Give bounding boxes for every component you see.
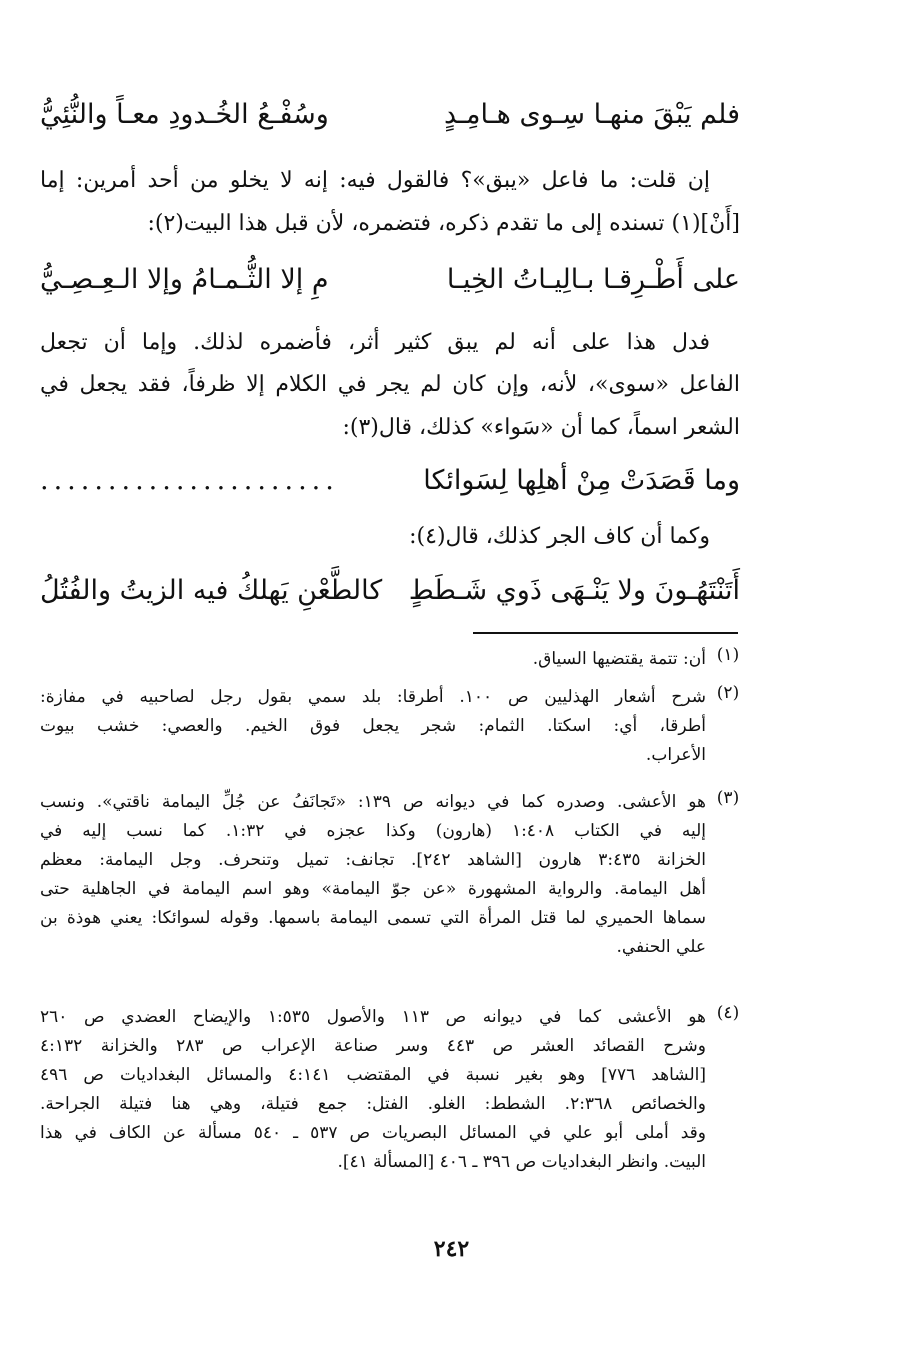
footnote-4-line-1: هو الأعشى كما في ديوانه ص ١١٣ والأصول ١:٥٣٥ والإيضاح العضدي ص ٢٦٠ — [40, 1007, 707, 1027]
verse-3-omitted-hemistich: ...................... — [40, 464, 339, 496]
paragraph-2-line-1: فدل هذا على أنه لم يبق كثير أثر، فأضمره لذلك. وإما أن تجعل — [40, 330, 710, 355]
verse-line-2 — [40, 255, 740, 303]
footnote-2-line-1: شرح أشعار الهذليين ص ١٠٠. أطرقا: بلد سمي بقول رجل لصاحبيه في مفازة: — [40, 687, 706, 707]
footnote-3-line-4: أهل اليمامة. والرواية المشهورة «عن جوّ اليمامة» وهو اسم اليمامة في الجاهلية حتى — [40, 879, 706, 899]
footnote-2-number: (٢) — [716, 683, 740, 703]
verse-2-second-hemistich: مِ إلا الثُّـمـامُ وإلا الـعِـصِـيُّ — [40, 263, 329, 295]
footnote-2 — [40, 683, 740, 770]
verse-4-second-hemistich: كالطَّعْنِ يَهلكُ فيه الزيتُ والفُتُلُ — [40, 574, 383, 606]
footnote-3 — [40, 788, 740, 962]
paragraph-1-line-1: إن قلت: ما فاعل «يبق»؟ فالقول فيه: إنه لا يخلو من أحد أمرين: إما — [40, 168, 710, 193]
footnote-4-line-5: وقد أملى أبو علي في المسائل البصريات ص ٥٣٧ ـ ٥٤٠ مسألة عن الكاف في هذا — [40, 1123, 706, 1143]
footnote-4-line-6: البيت. وانظر البغداديات ص ٣٩٦ ـ ٤٠٦ [المسألة ٤١]. — [337, 1152, 706, 1172]
footnote-4 — [40, 1003, 740, 1177]
footnote-4-line-3: [الشاهد ٧٧٦] وهو بغير نسبة في المقتضب ٤:١٤١ والمسائل البغداديات ص ٤٩٦ — [40, 1065, 706, 1085]
footnote-2-line-3: الأعراب. — [645, 745, 706, 765]
verse-1-first-hemistich: فلم يَبْقَ منهـا سِـوى هـامِـدٍ — [443, 98, 740, 130]
paragraph-2-line-3: الشعر اسماً، كما أن «سَواء» كذلك، قال(٣): — [342, 415, 740, 440]
verse-2-first-hemistich: على أَطْـرِقـا بـالِيـاتُ الخِيـا — [446, 263, 740, 295]
paragraph-1-line-2: [أَنْ](١) تسنده إلى ما تقدم ذكره، فتضمره، لأن قبل هذا البيت(٢): — [147, 211, 740, 236]
footnote-2-line-2: أطرقا، أي: اسكتا. الثمام: شجر يجعل فوق الخيم. والعصي: خشب بيوت — [40, 716, 706, 736]
paragraph-3-line-1: وكما أن كاف الجر كذلك، قال(٤): — [409, 524, 710, 549]
verse-4-first-hemistich: أَتَنْتَهُـونَ ولا يَنْـهَى ذَوي شَـطَطٍ — [408, 574, 740, 606]
footnote-3-line-1: هو الأعشى. وصدره كما في ديوانه ص ١٣٩: «تَجانَفُ عن جُلِّ اليمامة ناقتي». ونسب — [40, 792, 706, 812]
verse-line-1 — [40, 90, 740, 138]
verse-3-first-hemistich: وما قَصَدَتْ مِنْ أهلِها لِسَوائكا — [423, 464, 740, 496]
verse-line-3 — [40, 456, 740, 504]
footnote-1-number: (١) — [716, 645, 740, 665]
verse-line-4 — [40, 566, 740, 614]
footnote-1-line-1: أن: تتمة يقتضيها السياق. — [532, 649, 706, 669]
paragraph-2-line-2: الفاعل «سوى»، لأنه، وإن كان لم يجر في الكلام إلا ظرفاً، فقد يجعل في — [40, 372, 740, 397]
footnote-3-line-2: إليه في الكتاب ١:٤٠٨ (هارون) وكذا عجزه في ١:٣٢. كما نسب إليه في — [40, 821, 707, 841]
footnote-3-line-5: سماها الحميري لما قتل المرأة التي تسمى اليمامة باسمها. وقوله لسوائكا: يعني هوذة بن — [40, 908, 706, 928]
footnote-1 — [40, 645, 740, 674]
footnote-separator — [473, 632, 738, 634]
footnote-3-number: (٣) — [716, 788, 740, 808]
footnote-4-line-2: وشرح القصائد العشر ص ٤٤٣ وسر صناعة الإعراب ص ٢٨٣ والخزانة ٤:١٣٢ — [40, 1036, 707, 1056]
footnote-4-number: (٤) — [716, 1003, 740, 1023]
footnote-4-line-4: والخصائص ٢:٣٦٨. الشطط: الغلو. الفتل: جمع فتيلة، وهي هنا فتيلة الجراحة. — [40, 1094, 706, 1114]
page-number: ٢٤٢ — [433, 1236, 470, 1262]
footnote-3-line-3: الخزانة ٣:٤٣٥ هارون [الشاهد ٢٤٢]. تجانف: تميل وتنحرف. وجل اليمامة: معظم — [40, 850, 706, 870]
verse-1-second-hemistich: وسُفْـعُ الخُـدودِ معـاً والنُّئِيُّ — [40, 98, 329, 130]
footnote-3-line-6: علي الحنفي. — [616, 937, 706, 957]
